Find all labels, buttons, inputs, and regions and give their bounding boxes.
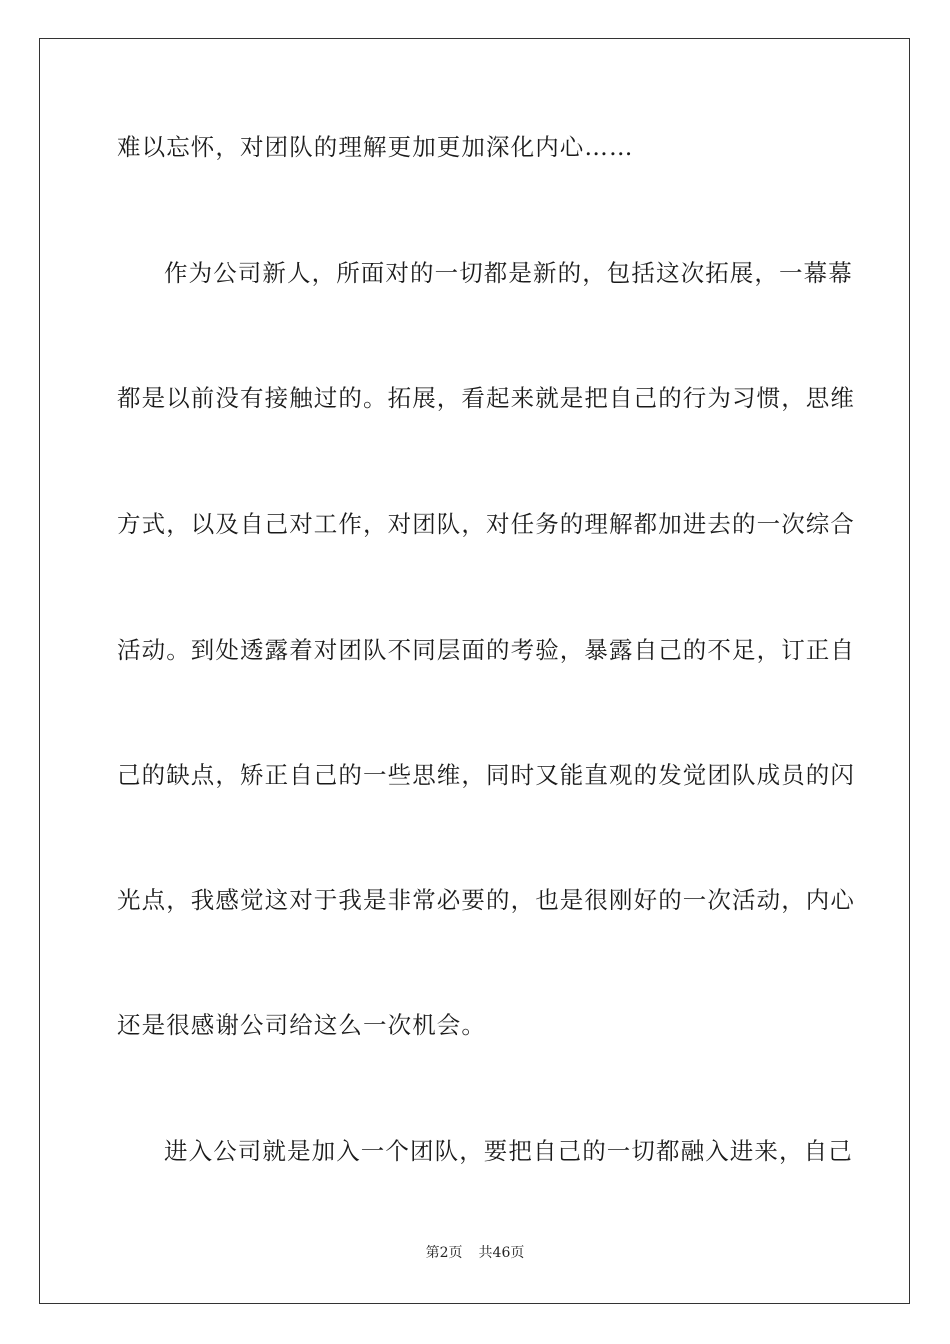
body-line-1: 难以忘怀，对团队的理解更加更加深化内心…… xyxy=(117,133,634,161)
body-line-7: 光点，我感觉这对于我是非常必要的，也是很刚好的一次活动，内心 xyxy=(117,886,855,914)
body-line-4: 方式，以及自己对工作，对团队，对任务的理解都加进去的一次综合 xyxy=(117,510,855,538)
body-line-8: 还是很感谢公司给这么一次机会。 xyxy=(117,1011,486,1039)
page-total: 共46页 xyxy=(478,1245,525,1261)
body-line-3: 都是以前没有接触过的。拓展，看起来就是把自己的行为习惯，思维 xyxy=(117,384,855,412)
body-line-5: 活动。到处透露着对团队不同层面的考验，暴露自己的不足，订正自 xyxy=(117,636,855,664)
body-line-2: 作为公司新人，所面对的一切都是新的，包括这次拓展，一幕幕 xyxy=(164,259,853,287)
body-line-9: 进入公司就是加入一个团队，要把自己的一切都融入进来，自己 xyxy=(164,1137,853,1165)
page-footer xyxy=(0,1243,950,1263)
body-line-6: 己的缺点，矫正自己的一些思维，同时又能直观的发觉团队成员的闪 xyxy=(117,761,855,789)
page-border xyxy=(39,38,910,1304)
page-number: 第2页 xyxy=(425,1245,463,1261)
